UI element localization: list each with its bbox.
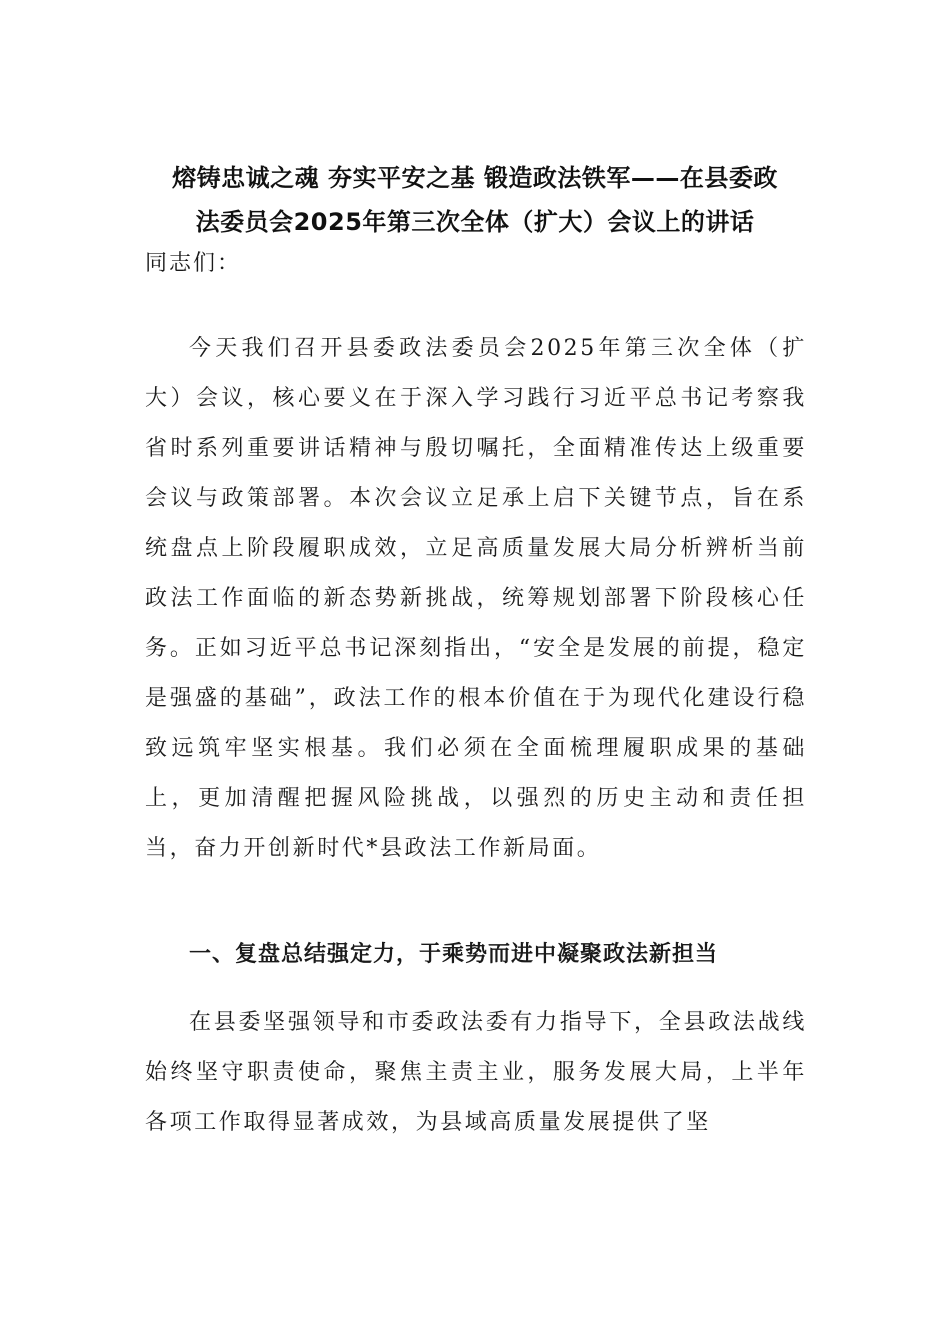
title-line-1: 熔铸忠诚之魂 夯实平安之基 锻造政法铁军——在县委政 — [172, 164, 778, 192]
salutation: 同志们： — [145, 251, 242, 276]
section-heading-1: 一、复盘总结强定力，于乘势而进中凝聚政法新担当 — [189, 942, 719, 967]
document-title — [120, 156, 830, 244]
title-line-2: 法委员会2025年第三次全体（扩大）会议上的讲话 — [195, 208, 755, 236]
paragraph-1: 今天我们召开县委政法委员会2025年第三次全体（扩大）会议，核心要义在于深入学习践行习近平总书记考察我省时系列重要讲话精神与殷切嘱托，全面精准传达上级重要会议与政策部署。本次会议立足承上启下关键节点，旨在系统盘点上阶段履职成效，立足高质量发展大局分析辨析当前政法工作面临的新态势新挑战，统筹规划部署下阶段核心任务。正如习近平总书记深刻指出，“安全是发展的前提，稳定是强盛的基础”，政法工作的根本价值在于为现代化建设行稳致远筑牢坚实根基。我们必须在全面梳理履职成果的基础上，更加清醒把握风险挑战，以强烈的历史主动和责任担当，奋力开创新时代*县政法工作新局面。 — [145, 336, 807, 861]
paragraph-2: 在县委坚强领导和市委政法委有力指导下，全县政法战线始终坚守职责使命，聚焦主责主业，服务发展大局，上半年各项工作取得显著成效，为县域高质量发展提供了坚 — [145, 1010, 807, 1135]
